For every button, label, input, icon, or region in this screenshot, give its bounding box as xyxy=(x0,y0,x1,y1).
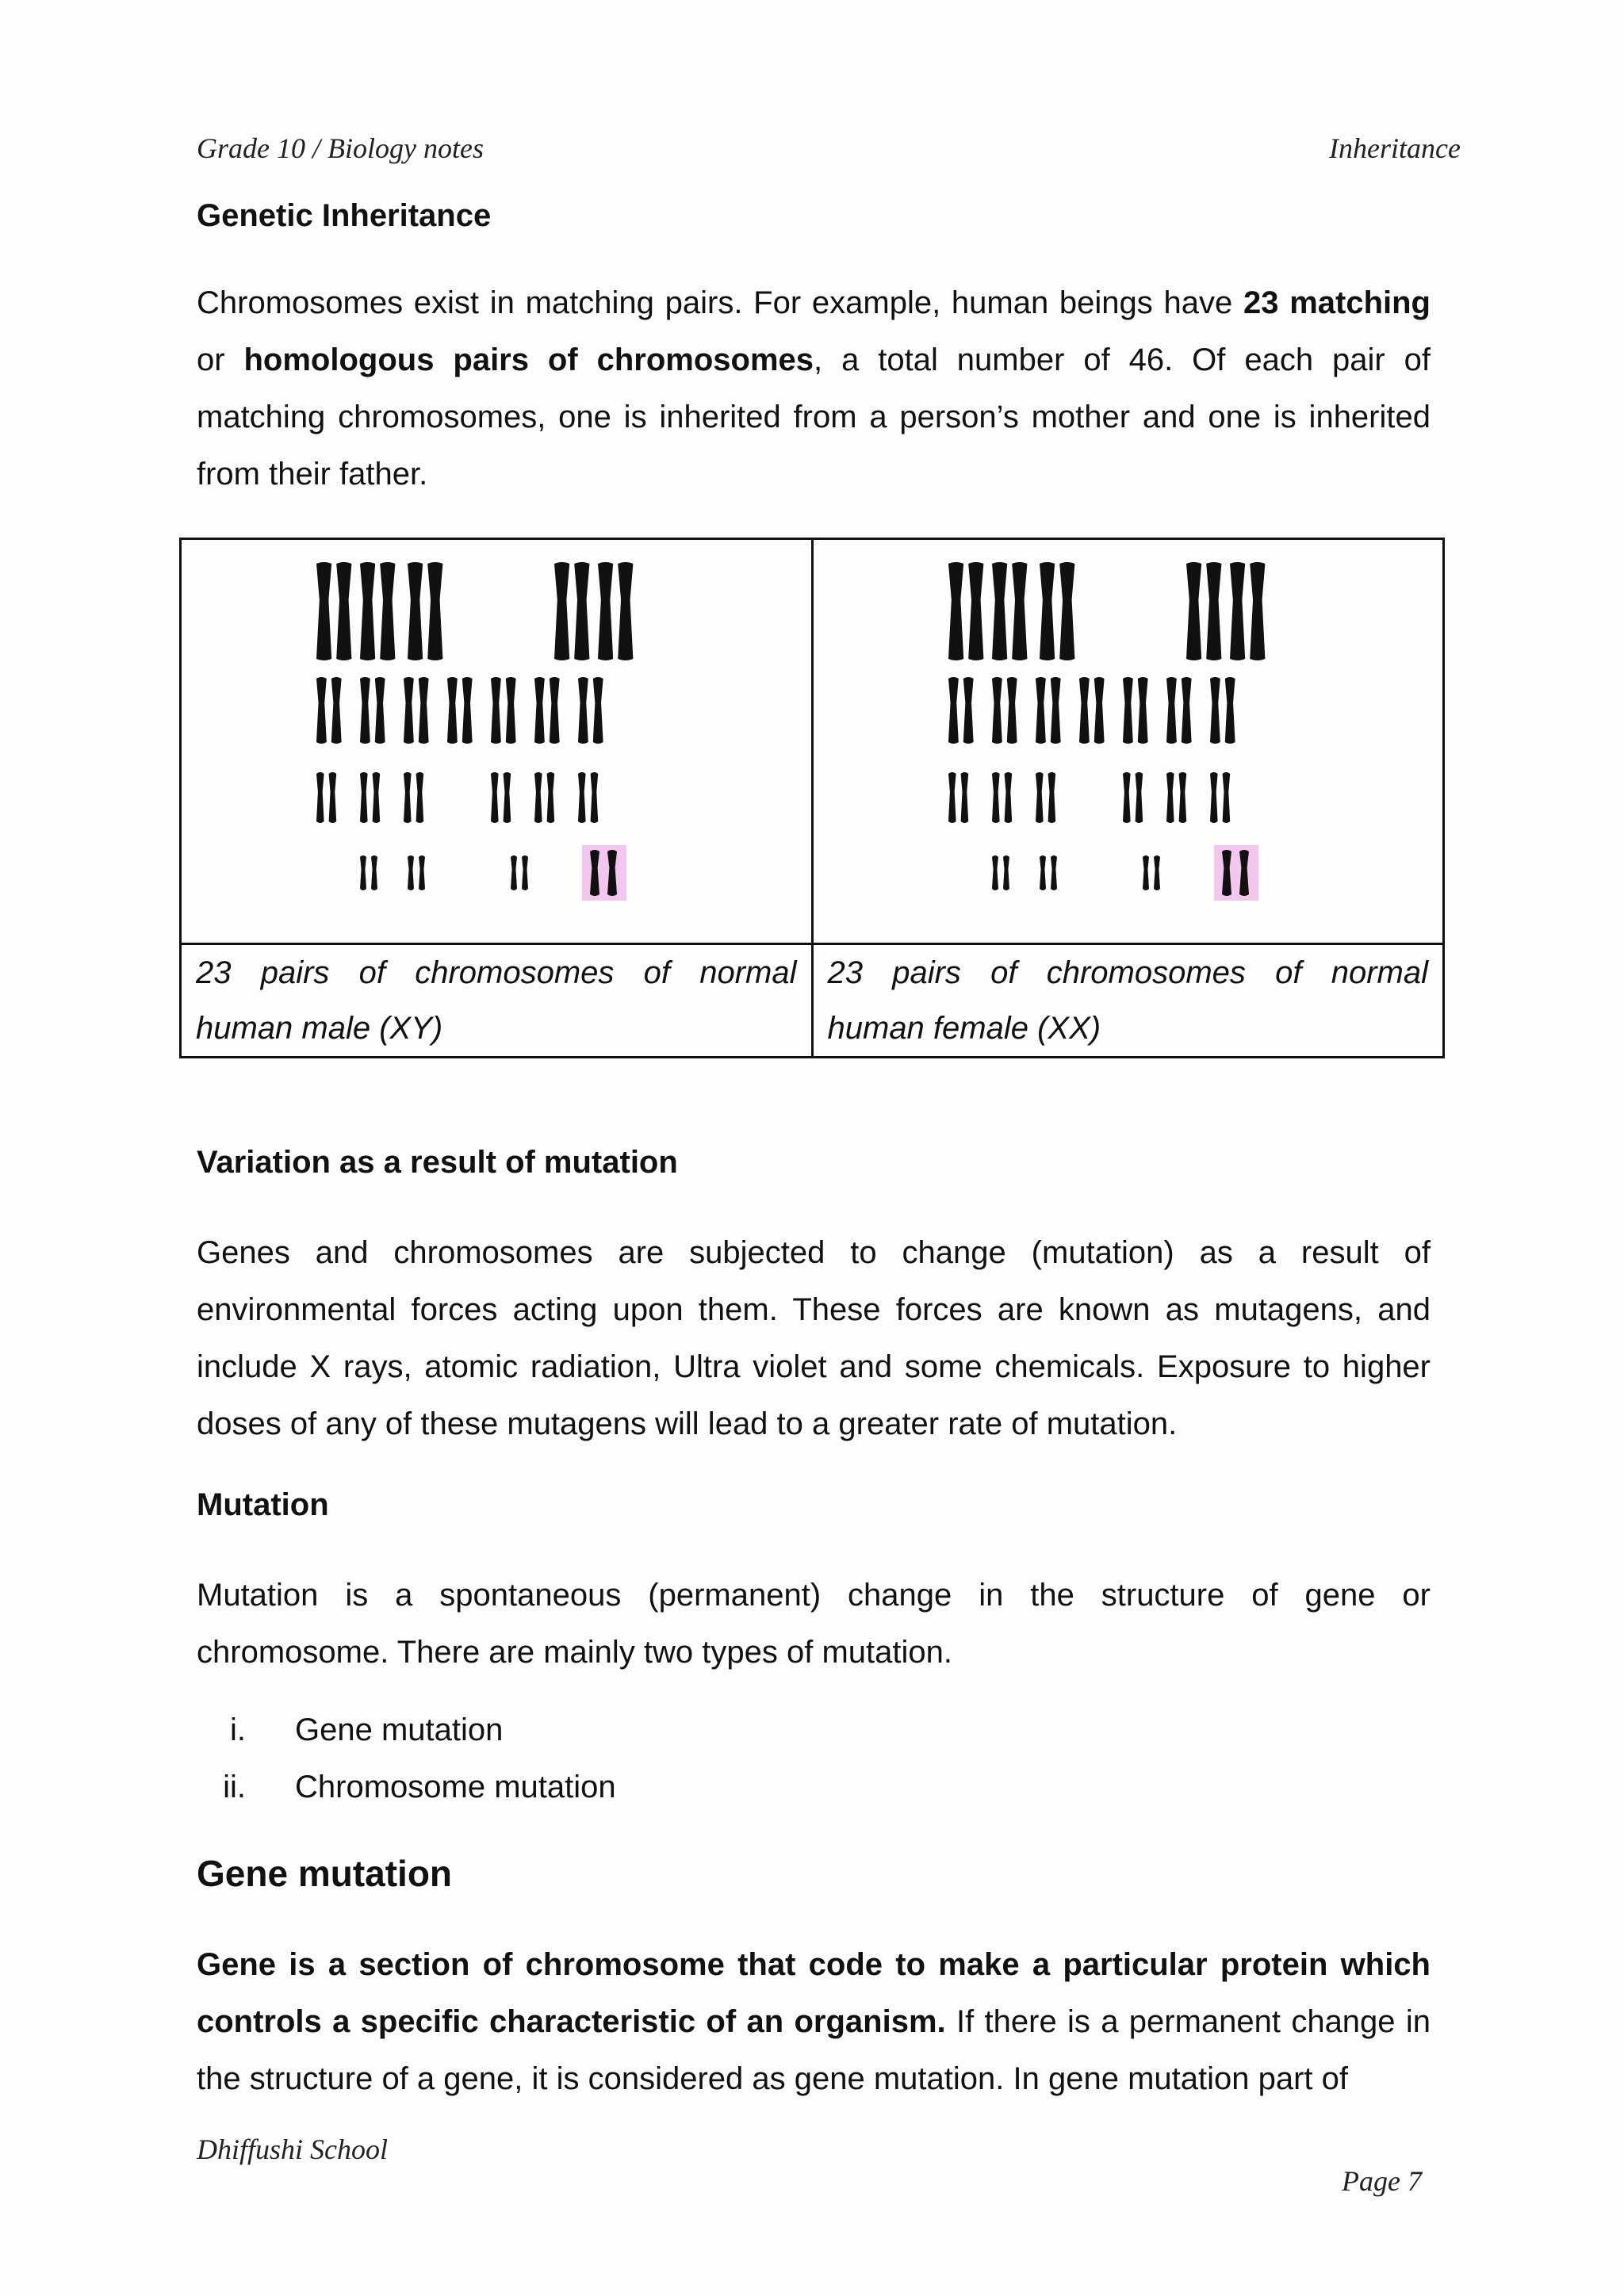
chromosome-shape xyxy=(992,677,1002,744)
chromosome-shape xyxy=(360,562,375,660)
chromosome-shape xyxy=(1206,562,1221,660)
paragraph-gene-definition xyxy=(197,1936,1431,2107)
chromosome-shape xyxy=(1186,562,1201,660)
chromosome-shape xyxy=(427,562,442,660)
karyotype-table xyxy=(179,538,1445,1058)
chromosome-shape xyxy=(1123,677,1133,744)
chromosome-shape xyxy=(547,772,555,823)
sex-chromosome-highlight xyxy=(582,845,626,901)
chromosome-shape xyxy=(491,677,501,744)
female-karyotype-image xyxy=(814,540,1444,943)
sex-chromosome-highlight xyxy=(1214,845,1258,901)
header-course: Grade 10 / Biology notes xyxy=(197,132,484,164)
male-karyotype-image xyxy=(182,540,812,943)
heading-mutation: Mutation xyxy=(197,1487,329,1522)
chromosome-shape xyxy=(1178,772,1186,823)
chromosome-shape xyxy=(360,677,370,744)
chromosome-shape xyxy=(1137,677,1147,744)
chromosome-shape xyxy=(1230,562,1245,660)
chromosome-shape xyxy=(578,677,588,744)
chromosome-shape xyxy=(419,855,425,890)
chromosome-shape xyxy=(360,772,368,823)
chromosome-shape xyxy=(1012,562,1027,660)
chromosome-shape xyxy=(574,562,589,660)
chromosome-shape xyxy=(550,677,560,744)
chromosome-shape xyxy=(419,677,429,744)
chromosome-shape xyxy=(408,562,423,660)
footer-school-name: Dhiffushi School xyxy=(197,2133,388,2165)
chromosome-shape xyxy=(1135,772,1143,823)
chromosome-shape xyxy=(1079,677,1090,744)
list-item-text: Chromosome mutation xyxy=(295,1770,616,1804)
chromosome-shape xyxy=(1040,562,1055,660)
chromosome-shape xyxy=(992,855,998,890)
chromosome-shape xyxy=(1143,855,1149,890)
female-caption: 23 pairs of chromosomes of normal human female (XX) xyxy=(827,955,1428,1046)
chromosome-shape xyxy=(554,562,569,660)
male-caption-cell xyxy=(181,944,813,1058)
chromosome-shape xyxy=(373,772,381,823)
chromosome-shape xyxy=(1040,855,1046,890)
chromosome-shape xyxy=(1050,677,1060,744)
p1-bold-homologous: homologous pairs of chromosomes xyxy=(243,342,814,377)
paragraph-mutation-definition: Mutation is a spontaneous (permanent) change in the structure of gene or chromosome. There are mainly two types of mutation. xyxy=(197,1578,1431,1670)
p1-text-a: Chromosomes exist in matching pairs. For example, human beings have xyxy=(197,285,1243,320)
chromosome-shape xyxy=(1166,677,1177,744)
gene-definition-rest: If there is a permanent change in the structure of a gene, it is considered as gene mutation. In gene mutation part of xyxy=(197,2004,1431,2096)
chromosome-shape xyxy=(1051,855,1057,890)
chromosome-shape xyxy=(1250,562,1265,660)
chromosome-shape xyxy=(504,772,511,823)
chromosome-shape xyxy=(598,562,613,660)
list-item-text: Gene mutation xyxy=(295,1712,504,1747)
female-caption-cell xyxy=(812,944,1444,1058)
chromosome-shape xyxy=(968,562,983,660)
paragraph-mutagens: Genes and chromosomes are subjected to change (mutation) as a result of environmental forces acting upon them. These forces are known as mutagens, and include X rays, atomic radiation, Ultra violet and some chemicals. Exposure to higher doses of any of these mutagens will lead to a greater rate of mutation. xyxy=(197,1235,1431,1441)
chromosome-shape xyxy=(1048,772,1055,823)
chromosome-shape xyxy=(506,677,516,744)
chromosome-shape xyxy=(992,772,1000,823)
chromosome-shape xyxy=(1003,855,1009,890)
chromosome-shape xyxy=(948,772,956,823)
header-chapter: Inheritance xyxy=(1329,132,1461,164)
chromosome-shape xyxy=(360,855,366,890)
chromosome-shape xyxy=(331,677,342,744)
chromosome-shape xyxy=(404,677,414,744)
chromosome-shape xyxy=(960,772,968,823)
chromosome-shape xyxy=(408,855,414,890)
p1-bold-23-matching: 23 matching xyxy=(1243,285,1431,320)
chromosome-shape xyxy=(380,562,395,660)
chromosome-shape xyxy=(992,562,1007,660)
chromosome-shape xyxy=(371,855,377,890)
chromosome-shape xyxy=(1123,772,1131,823)
chromosome-shape xyxy=(1036,677,1046,744)
chromosome-shape xyxy=(1059,562,1074,660)
chromosome-shape xyxy=(534,772,542,823)
list-item-number: ii. xyxy=(223,1770,246,1804)
p1-text-c: or xyxy=(197,342,244,377)
chromosome-shape xyxy=(511,855,517,890)
chromosome-shape xyxy=(1004,772,1012,823)
chromosome-shape xyxy=(404,772,412,823)
chromosome-shape xyxy=(1094,677,1104,744)
chromosome-shape xyxy=(1210,772,1218,823)
chromosome-shape xyxy=(963,677,973,744)
female-karyotype-cell xyxy=(812,539,1444,944)
list-item-number: i. xyxy=(230,1712,246,1747)
chromosome-shape xyxy=(948,562,963,660)
gene-definition-bold: Gene is a section of chromosome that code to make a particular protein which controls a specific characteristic of an organism. xyxy=(197,1947,1431,2039)
chromosome-shape xyxy=(1224,677,1235,744)
chromosome-shape xyxy=(316,677,327,744)
chromosome-shape xyxy=(948,677,959,744)
chromosome-shape xyxy=(1166,772,1174,823)
chromosome-shape xyxy=(1181,677,1191,744)
heading-genetic-inheritance: Genetic Inheritance xyxy=(197,198,492,233)
chromosome-shape xyxy=(618,562,633,660)
chromosome-shape xyxy=(1210,677,1220,744)
chromosome-shape xyxy=(316,562,331,660)
chromosome-shape xyxy=(1006,677,1017,744)
footer-page-number: Page 7 xyxy=(1342,2165,1422,2197)
chromosome-shape xyxy=(447,677,458,744)
chromosome-shape xyxy=(578,772,586,823)
heading-variation-mutation: Variation as a result of mutation xyxy=(197,1145,678,1180)
chromosome-shape xyxy=(534,677,545,744)
heading-gene-mutation: Gene mutation xyxy=(197,1853,453,1894)
chromosome-shape xyxy=(1222,772,1230,823)
p1-text-d: , a total number of 46. Of each pair of matching chromosomes, one is inherited from a person’s mother and one is inherited from their father. xyxy=(197,342,1431,492)
paragraph-chromosome-pairs xyxy=(197,274,1431,503)
chromosome-shape xyxy=(336,562,351,660)
chromosome-shape xyxy=(375,677,385,744)
chromosome-shape xyxy=(491,772,499,823)
chromosome-shape xyxy=(416,772,424,823)
chromosome-shape xyxy=(591,772,599,823)
chromosome-shape xyxy=(593,677,603,744)
male-karyotype-cell xyxy=(181,539,813,944)
chromosome-shape xyxy=(1154,855,1160,890)
chromosome-shape xyxy=(329,772,337,823)
chromosome-shape xyxy=(522,855,528,890)
chromosome-shape xyxy=(462,677,473,744)
chromosome-shape xyxy=(316,772,324,823)
male-caption: 23 pairs of chromosomes of normal human male (XY) xyxy=(196,955,797,1046)
chromosome-shape xyxy=(1036,772,1044,823)
